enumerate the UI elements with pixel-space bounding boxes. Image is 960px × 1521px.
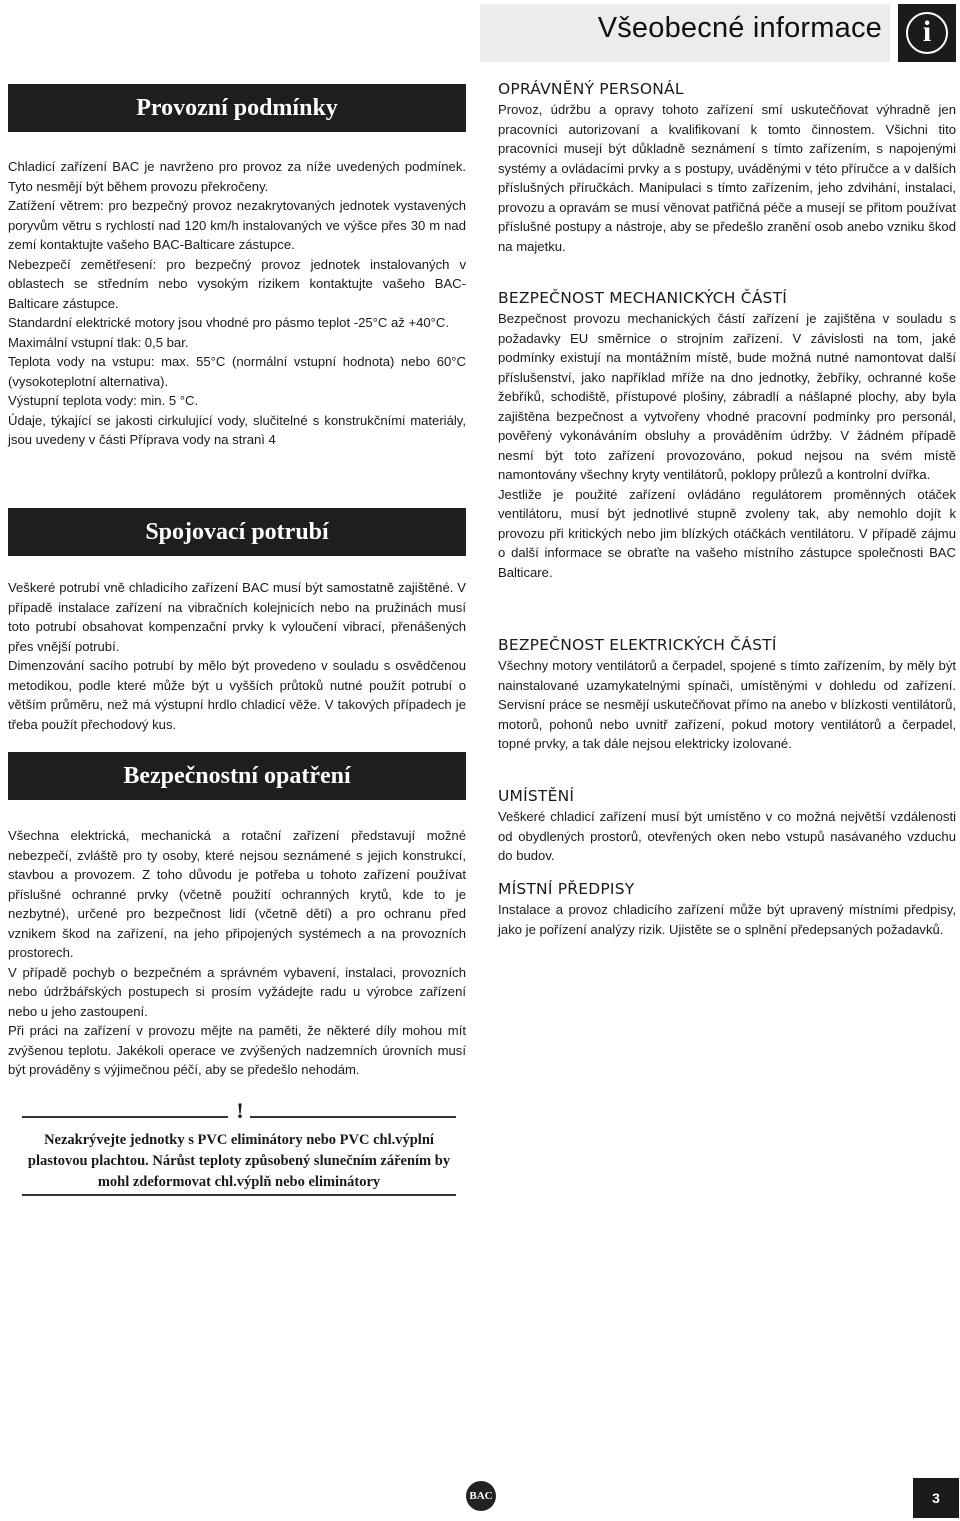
page-number: 3 bbox=[913, 1478, 959, 1518]
warning-text: Nezakrývejte jednotky s PVC eliminátory nebo PVC chl.výplní plastovou plachtou. Nárůst teploty způsobený slunečním zářením by mohl zdeformovat chl.výplň nebo eliminátory bbox=[27, 1132, 451, 1190]
block-heading: BEZPEČNOST MECHANICKÝCH ČÁSTÍ bbox=[498, 289, 788, 307]
paragraph: Všechna elektrická, mechanická a rotační zařízení představují možné nebezpečí, zvláště pro ty osoby, které nejsou seznámené s jejich konstrukcí, stavbou a provozem. Z toho důvodu je potřeba u tohoto zařízení používat příslušné ochranné prvky (včetně použití ochranných krytů, kde to je nezbytné), určené pro bezpečnost lidí (včetně dětí) a pro ochranu před vznikem škod na zařízení, na jeho připojených systémech a na provozních prostorech. bbox=[8, 828, 466, 960]
block-authorized-personnel bbox=[498, 78, 956, 256]
block-local-regulations bbox=[498, 878, 956, 939]
section-title-safety: Bezpečnostní opatření bbox=[8, 752, 466, 800]
block-heading: OPRÁVNĚNÝ PERSONÁL bbox=[498, 80, 684, 98]
block-mechanical-safety bbox=[498, 287, 956, 582]
paragraph: Veškeré chladicí zařízení musí být umístěno v co možná největší vzdálenosti od obydlených prostorů, otevřených oken nebo vstupů nasávaného vzduchu do budov. bbox=[498, 809, 956, 863]
block-heading: UMÍSTĚNÍ bbox=[498, 787, 575, 805]
paragraph: Dimenzování sacího potrubí by mělo být provedeno v souladu s osvědčenou metodikou, podle které může být u vyšších průtoků nutné použít potrubí o větším průměru, než má výstupní hrdlo chladicí věže. V takových případech je třeba použít přechodový kus. bbox=[8, 658, 466, 732]
bac-logo: BAC bbox=[466, 1481, 496, 1511]
block-heading: MÍSTNÍ PŘEDPISY bbox=[498, 880, 635, 898]
paragraph: Veškeré potrubí vně chladicího zařízení BAC musí být samostatně zajištěné. V případě instalace zařízení na vibračních kolejnicích nebo na pružinách musí toto potrubí obsahovat kompenzační prvky k vyloučení vibrací, přenášených přes vnější potrubí. bbox=[8, 580, 466, 654]
paragraph: Výstupní teplota vody: min. 5 °C. bbox=[8, 393, 199, 408]
paragraph: Standardní elektrické motory jsou vhodné pro pásmo teplot -25°C až +40°C. bbox=[8, 315, 449, 330]
paragraph: Bezpečnost provozu mechanických částí zařízení je zajištěna v souladu s požadavky EU směrnice o strojním zařízení. V závislosti na tom, jaké podmínky existují na montážním místě, bude možná nutné namontovat další příslušenství, jako například mříže na dno jednotky, žebříky, ochranné koše žebříků, schodiště, přístupové plošiny, zábradlí a nášlapné plochy, aby byla zajištěna bezpečnost a vytvořeny vhodné pracovní podmínky pro personál, pověřený vykonáváním obsluhy a prováděním údržby. V žádném případě nesmí být toto zařízení provozováno, pokud nejsou na svém místě namontovány všechny kryty ventilátorů, poklopy průlezů a kontrolní dvířka. bbox=[498, 311, 956, 482]
paragraph: Všechny motory ventilátorů a čerpadel, spojené s tímto zařízením, by měly být nainstalované uzamykatelnými spínači, umístěnými v dohledu od zařízení. Servisní práce se nesmějí uskutečňovat přímo na anebo v blízkosti ventilátorů, motorů, pohonů nebo uvnitř zařízení, pokud motory ventilátorů a čerpadel, topné prvky, a tak dále nejsou elektricky izolované. bbox=[498, 658, 956, 751]
paragraph: Zatížení větrem: pro bezpečný provoz nezakrytovaných jednotek vystavených poryvům větru s rychlostí nad 120 km/h instalovaných ve výšce přes 30 m nad zemí kontaktujte vašeho BAC-Balticare zástupce. bbox=[8, 198, 466, 252]
divider bbox=[22, 1116, 228, 1118]
operating-conditions-text bbox=[8, 157, 466, 450]
block-electrical-safety bbox=[498, 634, 956, 754]
paragraph: Údaje, týkající se jakosti cirkulující vody, slučitelné s konstrukčními materiály, jsou uvedeny v části Příprava vody na stranì 4 bbox=[8, 412, 466, 447]
warning-icon: ! bbox=[236, 1098, 244, 1123]
paragraph: Teplota vody na vstupu: max. 55°C (normální vstupní hodnota) nebo 60°C (vysokoteplotní alternativa). bbox=[8, 354, 466, 389]
divider bbox=[250, 1116, 456, 1118]
section-title-operating-conditions: Provozní podmínky bbox=[8, 84, 466, 132]
paragraph: Chladicí zařízení BAC je navrženo pro provoz za níže uvedených podmínek. Tyto nesmějí být během provozu překročeny. bbox=[8, 159, 466, 194]
paragraph: Nebezpečí zemětřesení: pro bezpečný provoz jednotek instalovaných v oblastech se středním nebo vysokým rizikem kontaktujte vašeho BAC-Balticare zástupce. bbox=[8, 256, 466, 311]
paragraph: Maximální vstupní tlak: 0,5 bar. bbox=[8, 334, 189, 350]
paragraph: Provoz, údržbu a opravy tohoto zařízení smí uskutečňovat výhradně jen pracovníci autorizovaní a kvalifikovaní k tomto činnostem. Všichni tito pracovníci musejí být důkladně seznámení s tímto zařízením, s napojenými systémy a ovládacími prvky a s postupy, uváděnými v této příručce a v dalších příslušných příručkách. Manipulaci s tímto zařízením, jeho zdvihání, instalaci, provozu a opravám se musí věnovat patřičná péče a musejí se přitom používat příslušné postupy a nástroje, aby se předešlo zranění osob anebo vzniku škod na majetku. bbox=[498, 102, 956, 254]
page-title: Všeobecné informace bbox=[597, 12, 882, 44]
block-location bbox=[498, 785, 956, 866]
paragraph: V případě pochyb o bezpečném a správném vybavení, instalaci, provozních nebo údržbářských postupech si prosím vyžádejte radu u výrobce zařízení nebo u jeho zastoupení. bbox=[8, 964, 466, 1019]
section-title-piping: Spojovací potrubí bbox=[8, 508, 466, 556]
block-heading: BEZPEČNOST ELEKTRICKÝCH ČÁSTÍ bbox=[498, 636, 777, 654]
info-icon-box: i bbox=[898, 4, 956, 62]
paragraph: Při práci na zařízení v provozu mějte na paměti, že některé díly mohou mít zvýšenou teplotu. Jakékoli operace ve zvýšených nadzemních úrovních musí být prováděny s výjimečnou péčí, aby se předešlo nehodám. bbox=[8, 1023, 466, 1077]
piping-text bbox=[8, 578, 466, 734]
paragraph: Instalace a provoz chladicího zařízení může být upravený místními předpisy, jako je pořízení analýzy rizik. Ujistěte se o splnění předepsaných požadavků. bbox=[498, 902, 956, 937]
paragraph: Jestliže je použité zařízení ovládáno regulátorem proměnných otáček ventilátoru, musí být jednotlivé stupně zvoleny tak, aby nemohlo dojít k provozu při kritických nebo jim blízkých otáčkách ventilátoru. V případě zájmu o další informace se obraťte na vašeho místního zástupce společnosti BAC Balticare. bbox=[498, 486, 956, 580]
divider bbox=[22, 1194, 456, 1196]
safety-text bbox=[8, 826, 466, 1080]
